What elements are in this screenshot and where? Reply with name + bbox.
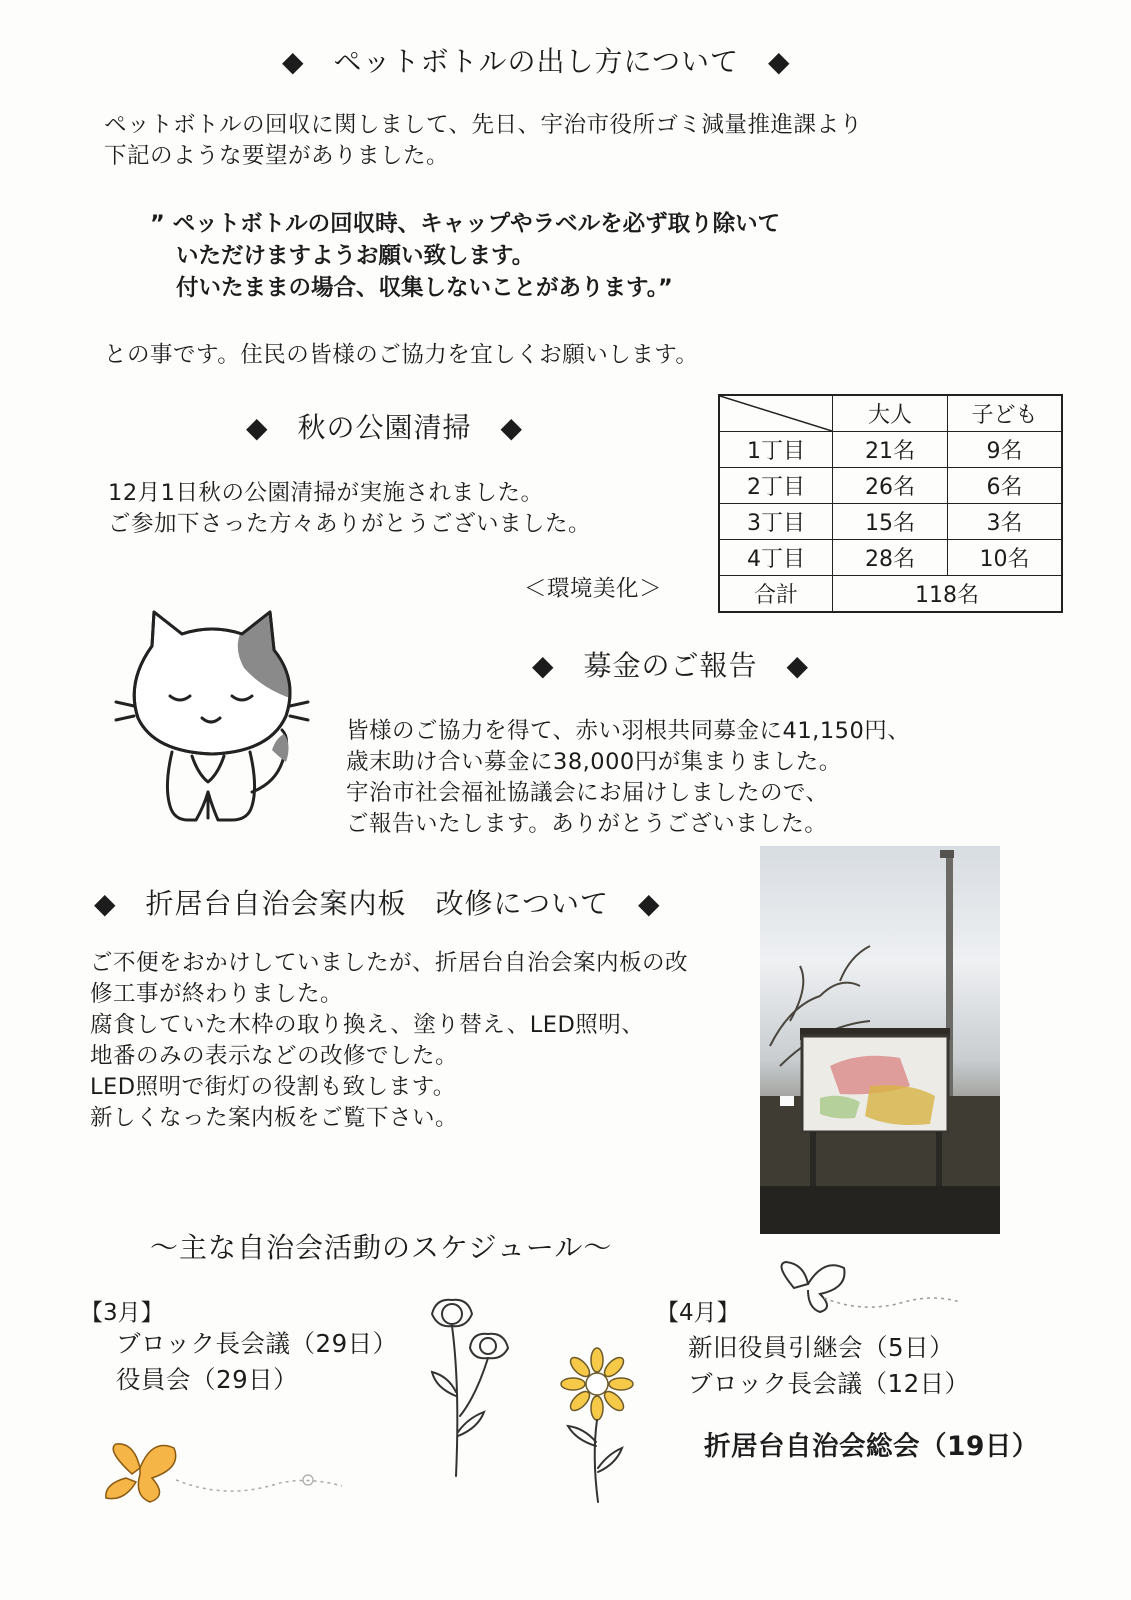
table-row [719,540,1062,576]
notice-line: LED照明で街灯の役割も致します。 [90,1074,456,1100]
notice-line: ご不便をおかけしていましたが、折居台自治会案内板の改 [90,950,689,976]
general-meeting-highlight: 折居台自治会総会（19日） [704,1431,1039,1462]
notice-line: 新しくなった案内板をご覧下さい。 [90,1105,459,1131]
donation-text [346,716,910,840]
notice-line: 地番のみの表示などの改修でした。 [90,1043,459,1069]
notice-line: 修工事が終わりました。 [90,981,344,1007]
table-header-row [719,395,1062,432]
quote-line: いただけますようお願い致します。 [176,243,535,269]
schedule-title: ～主な自治会活動のスケジュール～ [150,1231,613,1264]
cleanup-line: ご参加下さった方々ありがとうございました。 [108,511,592,537]
pet-bottle-quote [150,208,780,304]
total-value-cell: 118名 [833,576,1063,613]
table-total-row [719,576,1062,613]
cleanup-participants-table [718,394,1063,613]
area-cell: 1丁目 [719,432,833,468]
notice-line: 腐食していた木枠の取り換え、塗り替え、LED照明、 [90,1012,645,1038]
cleanup-line: 12月1日秋の公園清掃が実施されました。 [108,480,544,506]
schedule-item: ブロック長会議（29日） [116,1329,398,1358]
children-cell: 9名 [948,432,1063,468]
quote-line: 付いたままの場合、収集しないことがあります。” [176,275,673,301]
daisy-icon [552,1346,642,1506]
table-row [719,468,1062,504]
children-cell: 3名 [948,504,1063,540]
schedule-item: ブロック長会議（12日） [688,1369,970,1398]
march-schedule-list [116,1326,398,1398]
april-schedule-list [688,1330,970,1402]
donation-line: 歳末助け合い募金に38,000円が集まりました。 [346,749,842,775]
total-label-cell: 合計 [719,576,833,613]
april-label: 【4月】 [656,1300,740,1326]
children-cell: 6名 [948,468,1063,504]
category-label: ＜環境美化＞ [524,576,663,602]
notice-board-photo [760,846,1000,1234]
donation-line: 宇治市社会福祉協議会にお届けしましたので、 [346,780,829,806]
donation-heading: ◆ 募金のご報告 ◆ [532,649,810,682]
park-cleanup-text [108,478,591,540]
children-cell: 10名 [948,540,1063,576]
pet-bottle-closing: との事です。住民の皆様のご協力を宜しくお願いします。 [104,342,699,368]
schedule-item: 新旧役員引継会（5日） [688,1333,955,1362]
table-corner-cell [719,395,833,432]
adults-cell: 26名 [833,468,948,504]
pet-bottle-intro [104,110,863,172]
pet-bottle-heading: ◆ ペットボトルの出し方について ◆ [282,45,791,78]
park-cleanup-heading: ◆ 秋の公園清掃 ◆ [246,411,524,444]
area-cell: 2丁目 [719,468,833,504]
donation-line: ご報告いたします。ありがとうございました。 [346,811,828,837]
intro-line: ペットボトルの回収に関しまして、先日、宇治市役所ゴミ減量推進課より [104,112,863,138]
quote-line: ” ペットボトルの回収時、キャップやラベルを必ず取り除いて [150,211,781,237]
area-cell: 4丁目 [719,540,833,576]
intro-line: 下記のような要望がありました。 [104,143,450,169]
table-header-adults: 大人 [833,395,948,432]
notice-board-text [90,948,688,1134]
area-cell: 3丁目 [719,504,833,540]
orange-butterfly-icon [96,1440,346,1510]
table-row [719,432,1062,468]
table-header-children: 子ども [948,395,1063,432]
adults-cell: 15名 [833,504,948,540]
table-row [719,504,1062,540]
march-label: 【3月】 [80,1300,164,1326]
outline-flowers-icon [426,1296,526,1482]
notice-board-heading: ◆ 折居台自治会案内板 改修について ◆ [94,887,661,920]
adults-cell: 21名 [833,432,948,468]
notice-board-photo-drawing [760,846,1000,1234]
donation-line: 皆様のご協力を得て、赤い羽根共同募金に41,150円、 [346,718,911,744]
adults-cell: 28名 [833,540,948,576]
bowing-cat-illustration [112,606,312,836]
schedule-item: 役員会（29日） [116,1365,299,1394]
outline-butterfly-icon [764,1258,964,1318]
